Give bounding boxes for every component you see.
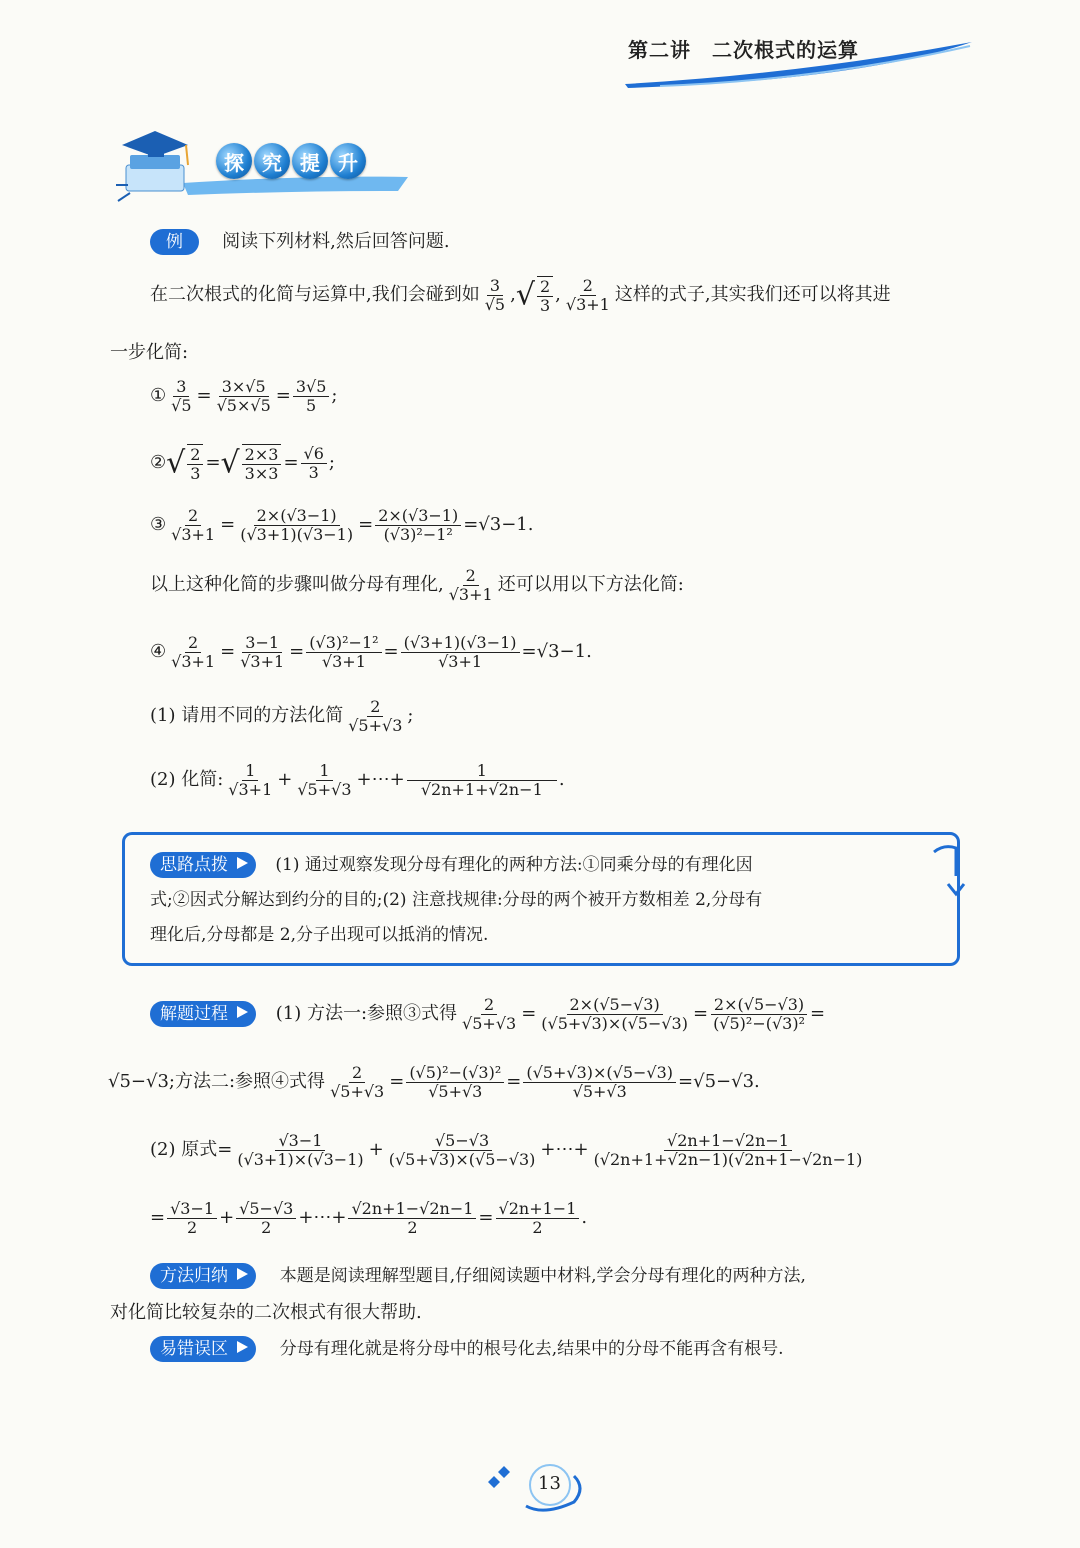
- example-prompt: 阅读下列材料,然后回答问题.: [222, 231, 450, 252]
- question-2: (2) 化简: $\frac{1}{√3+1}$ + $\frac{1}{√5+√3}$ +⋯+ $\frac{1}{√2n+1+√2n-1}$ .: [150, 761, 565, 799]
- intro-frac-3: $\frac{2}{√3+1}$: [565, 276, 610, 314]
- banner-char-1: 探: [216, 143, 252, 179]
- hint-label: 思路点拨: [150, 852, 256, 878]
- method-line-2: 对化简比较复杂的二次根式有很大帮助.: [110, 1302, 422, 1323]
- step-2: ②√ $\frac{2}{3}$ =√ $\frac{2\times 3}{3\times 3}$ = $\frac{√6}{3}$ ;: [150, 444, 335, 483]
- hint-line-1: (1) 通过观察发现分母有理化的两种方法:①同乘分母的有理化因: [275, 855, 753, 875]
- mistake-label: 易错误区: [150, 1336, 256, 1362]
- method-label: 方法归纳: [150, 1263, 256, 1289]
- mistake-line: 易错误区 分母有理化就是将分母中的根号化去,结果中的分母不能再含有根号.: [150, 1334, 784, 1362]
- banner-char-2: 究: [254, 143, 290, 179]
- mid-line: 以上这种化简的步骤叫做分母有理化, $\frac{2}{√3+1}$ 还可以用以下方法化简:: [150, 566, 684, 604]
- method-line-1: 方法归纳 本题是阅读理解型题目,仔细阅读题中材料,学会分母有理化的两种方法,: [150, 1261, 806, 1289]
- step-4: ④ $\frac{2}{√3+1}$ = $\frac{3-1}{√3+1}$ = $\frac{\text{(√3)²−1²}}{√3+1}$ = $\frac{(√3+1)(√3-1)}{√3+1}$ =√3−1.: [150, 633, 592, 671]
- solution-label: 解题过程: [150, 1001, 256, 1027]
- solution-line-3: (2) 原式= $\frac{√3-1}{(√3+1)\times(√3-1)}$ + $\frac{√5-√3}{(√5+√3)\times(√5-√3)}$ +⋯+ $\frac{√2n+1-√2n-1}{(√2n+1+√2n-1)(√2n+1-√2n-1)}$: [150, 1131, 863, 1169]
- intro-frac-2: $\frac{2}{3}$: [537, 276, 553, 314]
- step-1: ① $\frac{3}{√5}$ = $\frac{3\times√5}{√5\times√5}$ = $\frac{3√5}{5}$ ;: [150, 377, 338, 415]
- step-3: ③ $\frac{2}{√3+1}$ = $\frac{2\times(√3-1)}{(√3+1)(√3-1)}$ = $\frac{2\times(√3-1)}{\text{(√3)²−1²}}$ =√3−1.: [150, 506, 534, 544]
- solution-line-2: √5−√3;方法二:参照④式得 $\frac{2}{√5+√3}$ = $\frac{\text{(√5)²−(√3)²}}{√5+√3}$ = $\frac{(√5+√3)\times(√5-√3)}{√5+√3}$ =√5−√3.: [108, 1063, 760, 1101]
- example-badge: 例: [150, 229, 199, 255]
- intro-frac-1: $\frac{3}{√5}$: [484, 276, 506, 314]
- banner-char-3: 提: [292, 143, 328, 179]
- intro-text-2: 这样的式子,其实我们还可以将其进: [614, 284, 891, 306]
- solution-line-4: = $\frac{√3-1}{2}$ + $\frac{√5-√3}{2}$ +⋯+ $\frac{√2n+1-√2n-1}{2}$ = $\frac{√2n+1-1}{2}$ .: [150, 1199, 588, 1237]
- solution-line-1: 解题过程 (1) 方法一:参照③式得 $\frac{2}{√5+√3}$ = $\frac{2\times(√5-√3)}{(√5+√3)\times(√5-√3)}$ = $\frac{2\times(√5-√3)}{\text{(√5)²−(√3)²}}$ =: [150, 996, 825, 1032]
- intro-text-3: 一步化简:: [110, 342, 189, 363]
- page-number: 13: [538, 1473, 561, 1494]
- example-row: [150, 229, 450, 255]
- radical-sign: √: [515, 277, 535, 313]
- intro-line: 在二次根式的化简与运算中,我们会碰到如 $\frac{3}{√5}$ ,√ $\frac{2}{3}$ , $\frac{2}{√3+1}$ 这样的式子,其实我们还可以将其进: [150, 276, 891, 315]
- hint-line-2: 式;②因式分解达到约分的目的;(2) 注意找规律:分母的两个被开方数相差 2,分母有: [150, 890, 763, 910]
- question-1: (1) 请用不同的方法化简 $\frac{2}{√5+√3}$ ;: [150, 697, 414, 735]
- chapter-title: 第二讲 二次根式的运算: [628, 38, 859, 62]
- intro-text-1: 在二次根式的化简与运算中,我们会碰到如: [150, 284, 480, 306]
- hint-content: [150, 848, 940, 953]
- section-banner: [108, 125, 428, 215]
- banner-char-4: 升: [330, 143, 366, 179]
- hint-line-3: 理化后,分母都是 2,分子出现可以抵消的情况.: [150, 925, 489, 945]
